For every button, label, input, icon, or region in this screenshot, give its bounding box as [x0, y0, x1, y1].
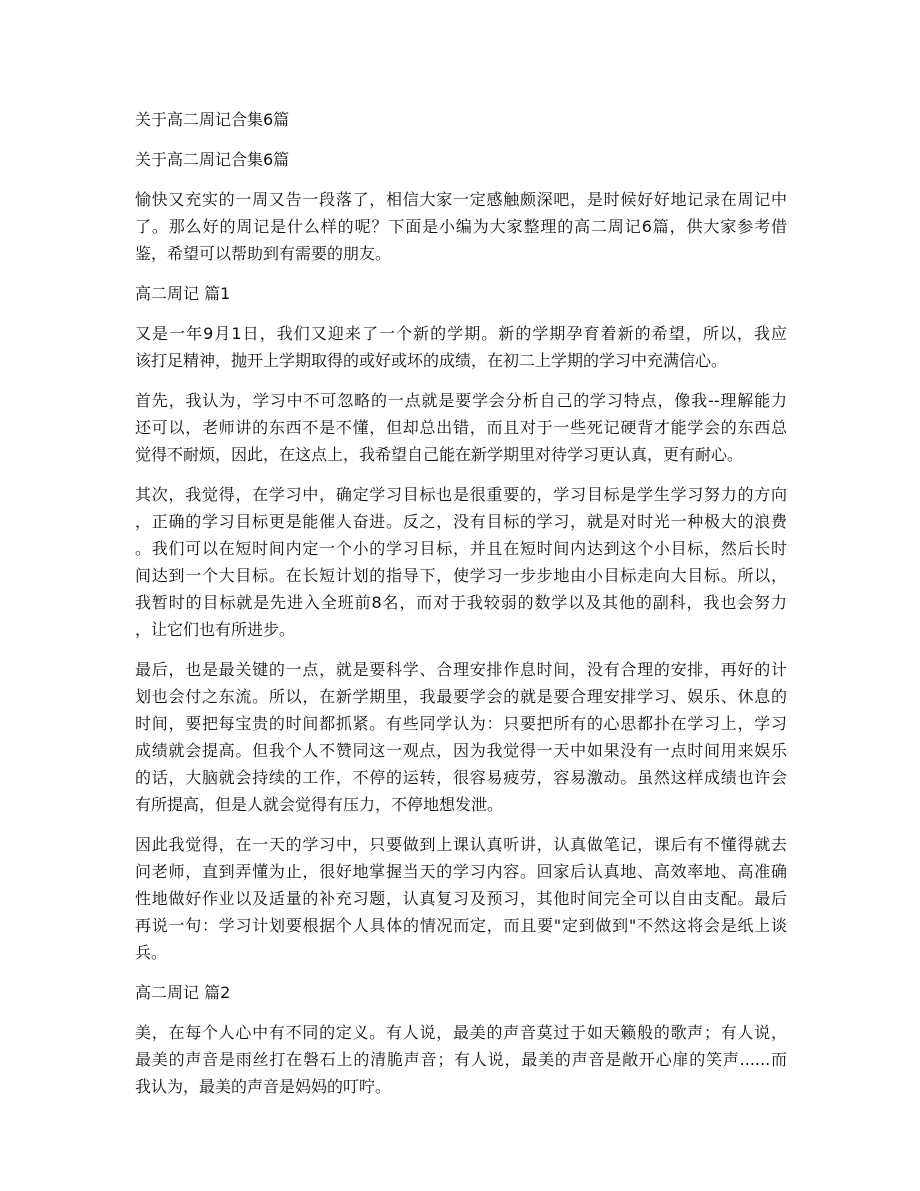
text-line: 有所提高，但是人就会觉得有压力，不停地想发泄。 [135, 795, 504, 814]
text-line: 高二周记 篇1 [135, 284, 231, 303]
text-line: ，正确的学习目标更是能催人奋进。反之，没有目标的学习，就是对时光一种极大的浪费 [135, 512, 787, 531]
text-line: 觉得不耐烦，因此，在这点上，我希望自己能在新学期里对待学习更认真，更有耐心。 [135, 445, 744, 464]
text-line: 关于高二周记合集6篇 [135, 110, 290, 129]
text-line: 划也会付之东流。所以，在新学期里，我最要学会的就是要合理安排学习、娱乐、休息的 [135, 687, 787, 706]
text-line: 性地做好作业以及适量的补充习题，认真复习及预习，其他时间完全可以自由支配。最后 [135, 889, 787, 908]
text-line: 我认为，最美的声音是妈妈的叮咛。 [135, 1077, 392, 1096]
text-line: 愉快又充实的一周又告一段落了，相信大家一定感触颇深吧，是时候好好地记录在周记中 [135, 190, 787, 209]
text-line: 了。那么好的周记是什么样的呢？下面是小编为大家整理的高二周记6篇，供大家参考借 [135, 217, 787, 236]
text-line: 首先，我认为，学习中不可忽略的一点就是要学会分析自己的学习特点，像我--理解能力 [135, 391, 787, 410]
text-line: 再说一句：学习计划要根据个人具体的情况而定，而且要"定到做到"不然这将会是纸上谈 [135, 916, 787, 935]
paragraph [135, 186, 787, 267]
text-line: 问老师，直到弄懂为止，很好地掌握当天的学习内容。回家后认真地、高效率地、高准确 [135, 862, 787, 881]
section-heading [135, 280, 787, 307]
text-line: 成绩就会提高。但我个人不赞同这一观点，因为我觉得一天中如果没有一点时间用来娱乐 [135, 741, 787, 760]
text-line: 兵。 [135, 943, 168, 962]
text-line: 时间，要把每宝贵的时间都抓紧。有些同学认为：只要把所有的心思都扑在学习上，学习 [135, 714, 787, 733]
text-line: 高二周记 篇2 [135, 983, 231, 1002]
text-line: 其次，我觉得，在学习中，确定学习目标也是很重要的，学习目标是学生学习努力的方向 [135, 485, 787, 504]
paragraph [135, 320, 787, 374]
document-body [135, 106, 787, 1113]
text-line: 。我们可以在短时间内定一个小的学习目标，并且在短时间内达到这个小目标，然后长时 [135, 539, 787, 558]
text-line: 还可以，老师讲的东西不是不懂，但却总出错，而且对于一些死记硬背才能学会的东西总 [135, 418, 787, 437]
text-line: 我暂时的目标就是先进入全班前8名，而对于我较弱的数学以及其他的副科，我也会努力 [135, 593, 787, 612]
text-line: 美，在每个人心中有不同的定义。有人说，最美的声音莫过于如天籁般的歌声；有人说， [135, 1023, 787, 1042]
document-title [135, 106, 787, 133]
text-line: ，让它们也有所进步。 [135, 620, 296, 639]
text-line: 最后，也是最关键的一点，就是要科学、合理安排作息时间，没有合理的安排，再好的计 [135, 660, 787, 679]
text-line: 该打足精神，抛开上学期取得的或好或坏的成绩，在初二上学期的学习中充满信心。 [135, 351, 728, 370]
text-line: 因此我觉得，在一天的学习中，只要做到上课认真听讲，认真做笔记，课后有不懂得就去 [135, 835, 787, 854]
document-title [135, 146, 787, 173]
paragraph [135, 656, 787, 818]
paragraph [135, 1019, 787, 1100]
paragraph [135, 387, 787, 468]
text-line: 间达到一个大目标。在长短计划的指导下，使学习一步步地由小目标走向大目标。所以， [135, 566, 787, 585]
text-line: 关于高二周记合集6篇 [135, 150, 290, 169]
text-line: 鉴，希望可以帮助到有需要的朋友。 [135, 244, 392, 263]
text-line: 的话，大脑就会持续的工作，不停的运转，很容易疲劳，容易激动。虽然这样成绩也许会 [135, 768, 787, 787]
paragraph [135, 481, 787, 643]
text-line: 最美的声音是雨丝打在磐石上的清脆声音；有人说，最美的声音是敞开心扉的笑声......而 [135, 1050, 787, 1069]
section-heading [135, 979, 787, 1006]
text-line: 又是一年9月1日，我们又迎来了一个新的学期。新的学期孕育着新的希望，所以，我应 [135, 324, 787, 343]
paragraph [135, 831, 787, 966]
